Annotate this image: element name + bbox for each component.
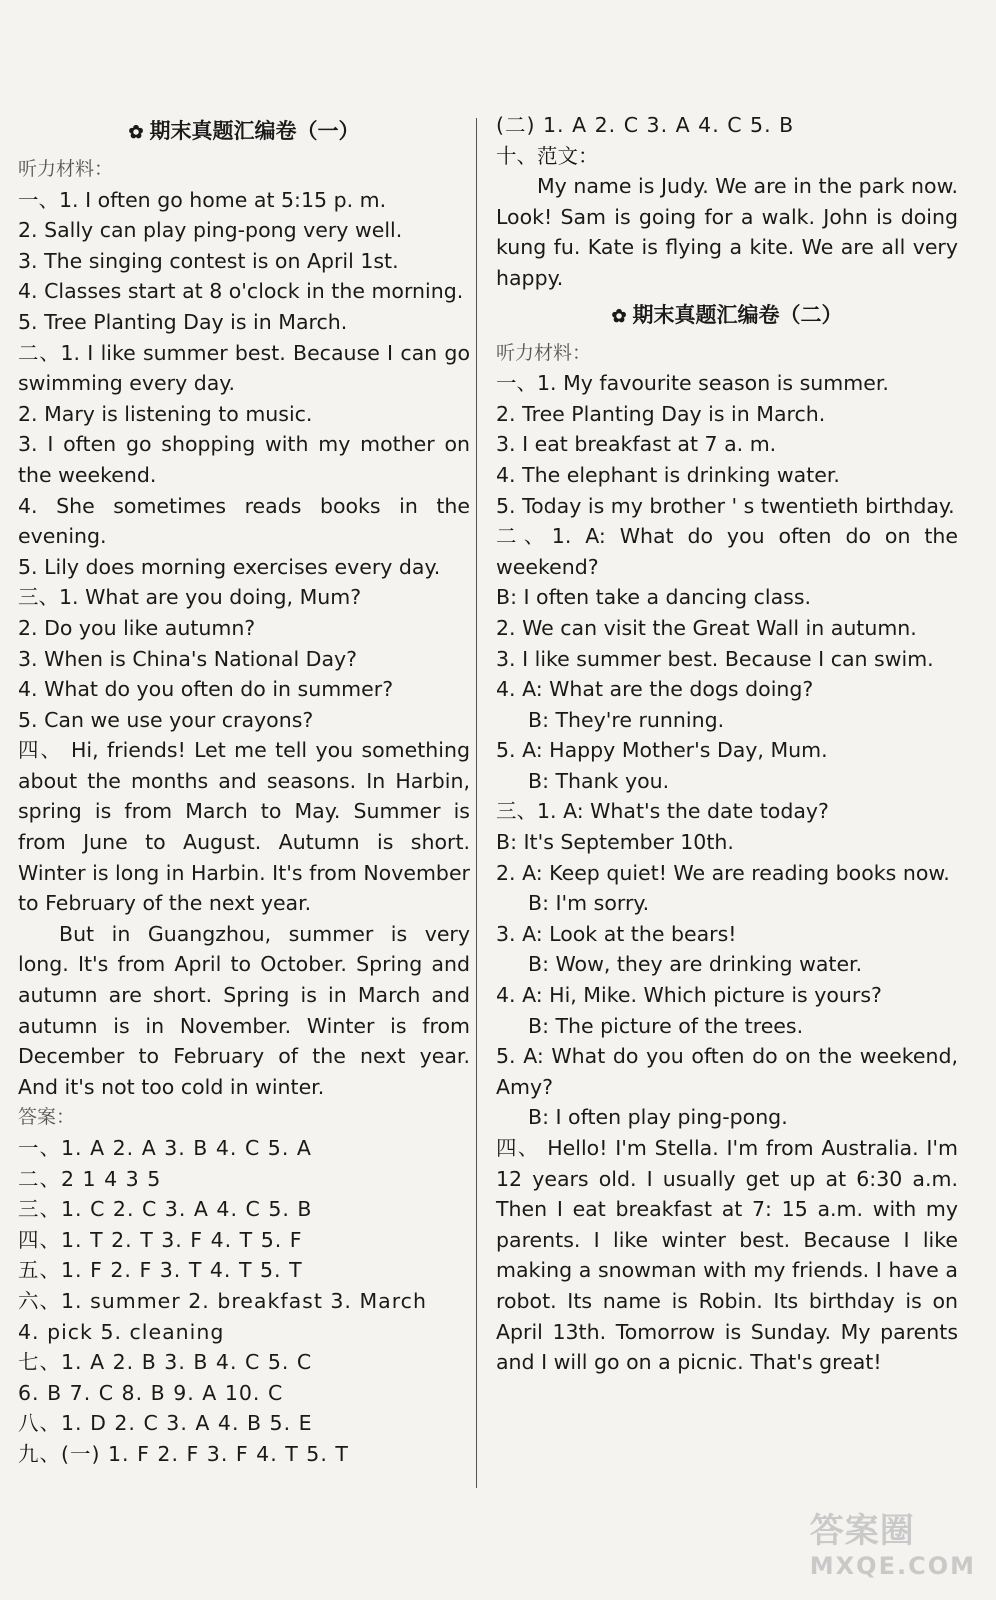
text-line: 4. She sometimes reads books in the evening.: [18, 493, 470, 549]
text-line: 2. Tree Planting Day is in March.: [496, 401, 826, 426]
text-line: 一、1. I often go home at 5:15 p. m.: [18, 187, 387, 212]
dialogue-line: 3. I like summer best. Because I can swim.: [496, 646, 934, 671]
text-line: 5. Can we use your crayons?: [18, 707, 314, 732]
answer-line: 三、1. C 2. C 3. A 4. C 5. B: [18, 1197, 313, 1222]
text-line: 2. Sally can play ping-pong very well.: [18, 218, 403, 243]
answer-line: 一、1. A 2. A 3. B 4. C 5. A: [18, 1136, 312, 1160]
text-line: 3. The singing contest is on April 1st.: [18, 248, 399, 273]
dialogue-line: B: The picture of the trees.: [528, 1013, 804, 1038]
watermark-logo: 答案圈 MXQE.COM: [809, 1511, 976, 1580]
dialogue-line: B: Wow, they are drinking water.: [528, 952, 863, 977]
model-essay: My name is Judy. We are in the park now. Look! Sam is going for a walk. John is doing kung fu. Kate is flying a kite. We are all very happy.: [496, 174, 958, 290]
answer-line: (二) 1. A 2. C 3. A 4. C 5. B: [496, 113, 795, 137]
answer-line: 八、1. D 2. C 3. A 4. B 5. E: [18, 1411, 313, 1436]
passage-paragraph-3: 四、 Hello! I'm Stella. I'm from Australia. I'm 12 years old. I usually get up at 6:30 a.m. Then I eat breakfast at 7: 15 a.m. with my parents. I like winter best. Because I like making a snowman with my friends. I have a robot. Its name is Robin. Its birthday is on April 13th. Tomorrow is Sunday. My parents and I will go on a picnic. That's great!: [496, 1136, 958, 1375]
flower-icon: ✿: [611, 305, 627, 327]
answer-line: 6. B 7. C 8. B 9. A 10. C: [18, 1380, 284, 1405]
text-line: 4. What do you often do in summer?: [18, 677, 394, 702]
dialogue-line: B: They're running.: [528, 707, 725, 732]
listening-label: 听力材料：: [496, 341, 592, 364]
column-divider: [476, 118, 477, 1488]
text-line: 4. The elephant is drinking water.: [496, 462, 840, 487]
text-line: 3. I eat breakfast at 7 a. m.: [496, 432, 777, 457]
flower-icon: ✿: [128, 122, 144, 143]
answer-line: 九、(一) 1. F 2. F 3. F 4. T 5. T: [18, 1441, 349, 1466]
text-line: 二、1. I like summer best. Because I can go swimming every day.: [18, 340, 470, 396]
text-line: 2. Do you like autumn?: [18, 615, 256, 640]
answer-line: 六、1. summer 2. breakfast 3. March: [18, 1288, 427, 1313]
dialogue-line: B: Thank you.: [528, 768, 670, 793]
right-column: [496, 110, 958, 1378]
dialogue-line: 2. We can visit the Great Wall in autumn.: [496, 615, 917, 640]
dialogue-line: 2. A: Keep quiet! We are reading books now.: [496, 860, 950, 885]
dialogue-line: 4. A: What are the dogs doing?: [496, 677, 814, 702]
dialogue-line: B: I'm sorry.: [528, 891, 650, 916]
listening-label: 听力材料：: [18, 158, 114, 180]
text-line: 一、1. My favourite season is summer.: [496, 371, 889, 396]
section-title-2: ✿ 期末真题汇编卷（二）: [611, 301, 843, 327]
answer-line: 4. pick 5. cleaning: [18, 1319, 225, 1344]
answer-line: 四、1. T 2. T 3. F 4. T 5. F: [18, 1227, 303, 1252]
essay-label: 十、范文：: [496, 143, 599, 168]
dialogue-line: 3. A: Look at the bears!: [496, 921, 737, 946]
dialogue-line: 4. A: Hi, Mike. Which picture is yours?: [496, 983, 882, 1008]
dialogue-line: B: I often play ping-pong.: [528, 1105, 788, 1130]
dialogue-line: 二、1. A: What do you often do on the weekend?: [496, 524, 958, 579]
text-line: 4. Classes start at 8 o'clock in the morning.: [18, 279, 464, 304]
text-line: 5. Lily does morning exercises every day.: [18, 554, 441, 579]
section-title-1: ✿ 期末真题汇编卷（一）: [128, 118, 360, 143]
answer-line: 七、1. A 2. B 3. B 4. C 5. C: [18, 1350, 313, 1375]
answer-list: [18, 1133, 470, 1470]
text-line: 三、1. What are you doing, Mum?: [18, 585, 362, 610]
text-line: 5. Today is my brother ' s twentieth birthday.: [496, 493, 955, 518]
listening-lines-b: [18, 552, 470, 736]
answer-line: 二、2 1 4 3 5: [18, 1166, 162, 1191]
text-line: 2. Mary is listening to music.: [18, 401, 313, 426]
dialogue-line: B: I often take a dancing class.: [496, 585, 812, 610]
dialogue-line: 5. A: Happy Mother's Day, Mum.: [496, 738, 828, 763]
dialogue-line: 5. A: What do you often do on the weekend, Amy?: [496, 1044, 958, 1099]
dialogue-line: B: It's September 10th.: [496, 830, 734, 855]
text-line: 5. Tree Planting Day is in March.: [18, 309, 348, 334]
text-line: 3. I often go shopping with my mother on the weekend.: [18, 432, 470, 487]
answer-line: 五、1. F 2. F 3. T 4. T 5. T: [18, 1258, 303, 1283]
passage-paragraph-2: But in Guangzhou, summer is very long. It's from April to October. Spring and autumn are short. Spring is in March and autumn is in November. Winter is from December to February of the next year. And it's not too cold in winter.: [18, 921, 470, 1099]
text-line: 3. When is China's National Day?: [18, 646, 358, 671]
dialogue-line: 三、1. A: What's the date today?: [496, 799, 829, 824]
left-column: [18, 110, 470, 1470]
answer-label: 答案：: [18, 1106, 76, 1129]
listening-lines-a: [18, 185, 470, 430]
passage-paragraph-1: 四、 Hi, friends! Let me tell you something about the months and seasons. In Harbin, spring is from March to May. Summer is from June to August. Autumn is short. Winter is long in Harbin. It's from November to February of the next year.: [18, 738, 470, 916]
